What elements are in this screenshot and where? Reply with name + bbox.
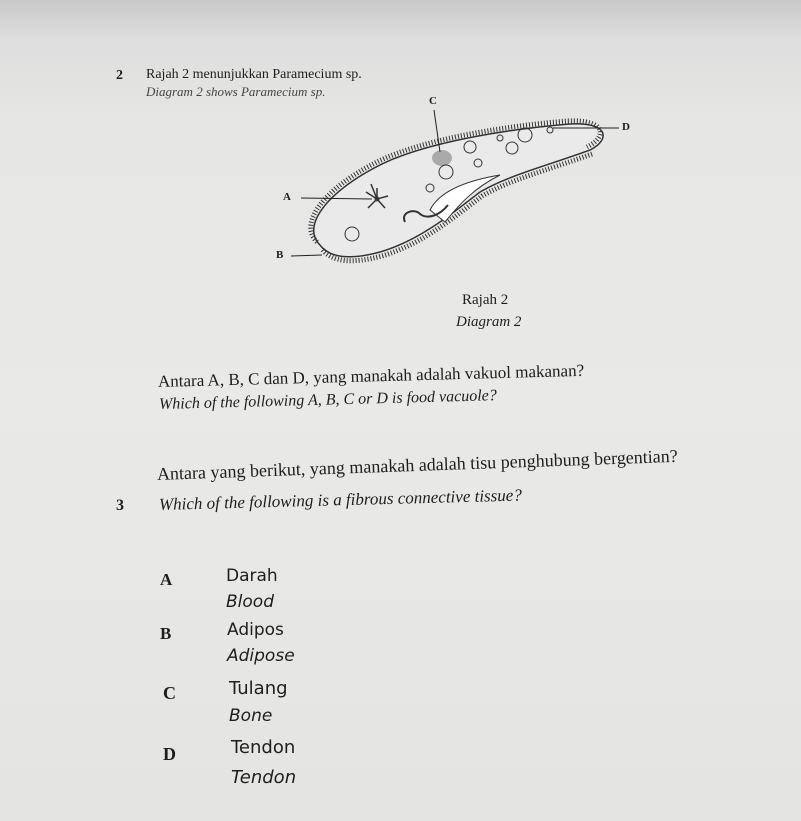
option-text-ms: Darah (226, 566, 278, 586)
label-b: B (276, 249, 284, 261)
label-d: D (622, 121, 630, 133)
option-text-ms: Adipos (227, 620, 284, 640)
label-c: C (429, 95, 437, 107)
diagram-caption-en: Diagram 2 (456, 314, 522, 330)
option-text-en: Bone (229, 706, 273, 726)
question-3-number: 3 (116, 497, 124, 514)
food-vacuole-c (432, 150, 452, 166)
label-a: A (283, 191, 291, 203)
question-2-number: 2 (116, 68, 123, 83)
question-2-prompt-ms: Antara A, B, C dan D, yang manakah adalah vakuol makanan? (157, 360, 585, 391)
option-text-ms: Tendon (231, 737, 296, 758)
question-2-text-ms: Rajah 2 menunjukkan Paramecium sp. (146, 67, 362, 82)
option-letter: D (163, 744, 176, 764)
question-3-prompt-ms: Antara yang berikut, yang manakah adalah tisu penghubung bergentian? (156, 445, 679, 484)
option-letter: A (160, 570, 173, 589)
diagram-caption-ms: Rajah 2 (462, 292, 509, 308)
option-text-en: Tendon (231, 767, 297, 788)
question-3-prompt-en: Which of the following is a fibrous connective tissue? (158, 485, 523, 514)
option-text-en: Adipose (227, 646, 295, 666)
option-text-ms: Tulang (229, 678, 288, 699)
question-2-prompt-en: Which of the following A, B, C or D is food vacuole? (158, 387, 497, 413)
option-letter: B (160, 624, 172, 643)
question-2-text-en: Diagram 2 shows Paramecium sp. (146, 84, 326, 99)
option-letter: C (163, 683, 176, 703)
option-text-en: Blood (226, 592, 274, 612)
